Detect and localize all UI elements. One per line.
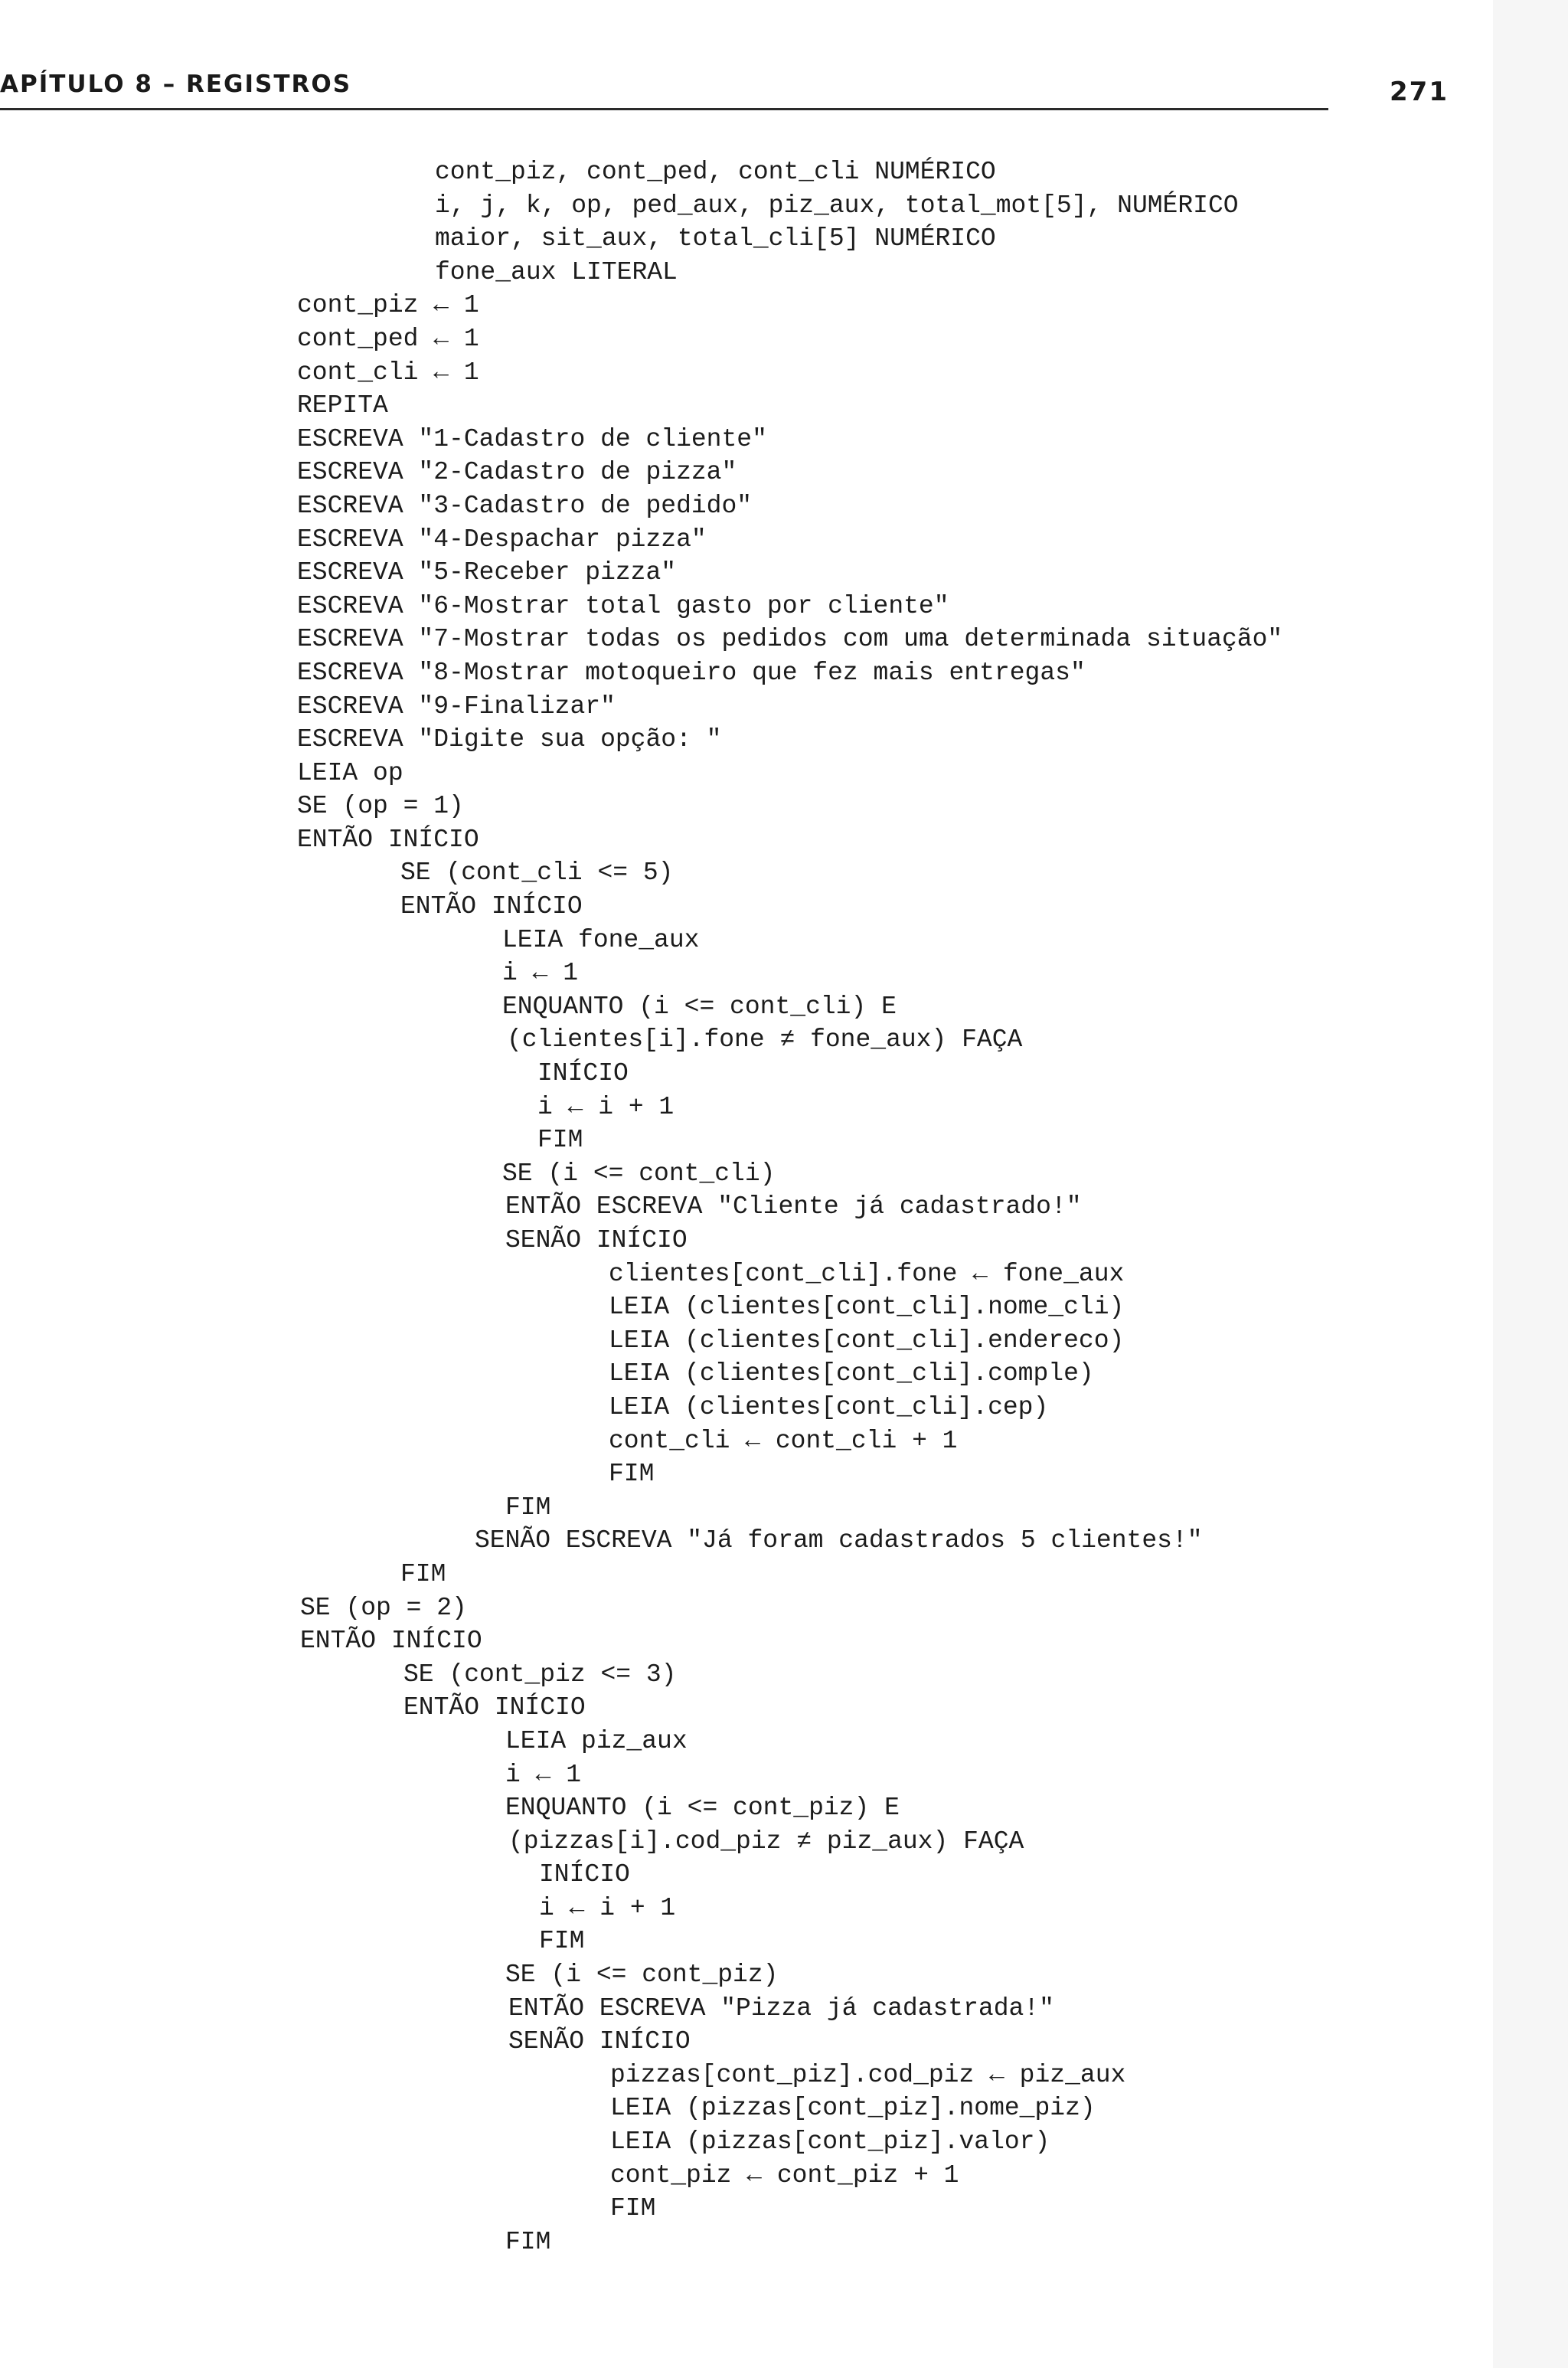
code-line: FIM — [505, 1493, 551, 1522]
code-line: fone_aux LITERAL — [435, 257, 678, 286]
code-line: ESCREVA "1-Cadastro de cliente" — [297, 424, 767, 453]
code-line: clientes[cont_cli].fone ← fone_aux — [609, 1259, 1125, 1288]
code-line: ESCREVA "Digite sua opção: " — [297, 725, 722, 754]
code-line: ENTÃO INÍCIO — [300, 1627, 482, 1656]
code-line: LEIA (clientes[cont_cli].comple) — [609, 1359, 1094, 1388]
code-line: ESCREVA "8-Mostrar motoqueiro que fez mais entregas" — [297, 658, 1086, 687]
code-line: ENTÃO INÍCIO — [297, 825, 479, 854]
pseudocode-listing — [0, 155, 1493, 2258]
code-line: cont_cli ← 1 — [297, 358, 479, 387]
running-head: APÍTULO 8 – REGISTROS — [0, 70, 352, 98]
code-line: FIM — [400, 1559, 446, 1588]
code-line: ENTÃO ESCREVA "Cliente já cadastrado!" — [505, 1192, 1082, 1222]
code-line: FIM — [539, 1927, 585, 1956]
code-line: cont_cli ← cont_cli + 1 — [609, 1426, 958, 1455]
code-line: ESCREVA "2-Cadastro de pizza" — [297, 458, 737, 487]
code-line: ESCREVA "9-Finalizar" — [297, 692, 616, 721]
code-line: ENQUANTO (i <= cont_piz) E — [505, 1794, 900, 1823]
code-line: LEIA fone_aux — [502, 925, 700, 954]
code-line: (clientes[i].fone ≠ fone_aux) FAÇA — [507, 1025, 1023, 1055]
header-rule — [0, 108, 1328, 110]
code-line: SE (cont_cli <= 5) — [400, 859, 674, 888]
code-line: FIM — [537, 1126, 583, 1155]
code-line: INÍCIO — [539, 1860, 630, 1889]
code-line: ENTÃO INÍCIO — [400, 892, 583, 921]
code-line: i ← i + 1 — [539, 1893, 676, 1922]
code-line: SE (op = 1) — [297, 792, 464, 821]
code-line: LEIA (pizzas[cont_piz].valor) — [610, 2128, 1050, 2157]
code-line: ESCREVA "3-Cadastro de pedido" — [297, 491, 753, 520]
code-line: ESCREVA "7-Mostrar todas os pedidos com uma determinada situação" — [297, 625, 1283, 654]
code-line: SENÃO INÍCIO — [508, 2027, 691, 2056]
code-line: ENTÃO ESCREVA "Pizza já cadastrada!" — [508, 1994, 1054, 2023]
code-line: SE (cont_piz <= 3) — [403, 1660, 677, 1689]
code-line: INÍCIO — [537, 1059, 629, 1088]
code-line: SENÃO INÍCIO — [505, 1226, 688, 1254]
code-line: maior, sit_aux, total_cli[5] NUMÉRICO — [435, 224, 996, 253]
code-line: ENQUANTO (i <= cont_cli) E — [502, 992, 897, 1021]
code-line: SENÃO ESCREVA "Já foram cadastrados 5 clientes!" — [475, 1526, 1203, 1555]
code-line: FIM — [609, 1460, 655, 1489]
code-line: i, j, k, op, ped_aux, piz_aux, total_mot[5], NUMÉRICO — [435, 191, 1239, 220]
code-line: FIM — [610, 2194, 656, 2223]
code-line: cont_piz ← cont_piz + 1 — [610, 2160, 959, 2190]
code-line: (pizzas[i].cod_piz ≠ piz_aux) FAÇA — [508, 1827, 1024, 1856]
code-line: ENTÃO INÍCIO — [403, 1693, 586, 1722]
page-number: 271 — [1390, 77, 1449, 107]
code-line: pizzas[cont_piz].cod_piz ← piz_aux — [610, 2060, 1126, 2089]
code-line: i ← i + 1 — [537, 1092, 675, 1121]
code-line: LEIA (clientes[cont_cli].endereco) — [609, 1326, 1125, 1355]
code-line: LEIA (clientes[cont_cli].nome_cli) — [609, 1293, 1125, 1322]
code-line: i ← 1 — [502, 959, 579, 988]
code-line: i ← 1 — [505, 1760, 582, 1789]
code-line: LEIA op — [297, 758, 403, 787]
code-line: SE (i <= cont_cli) — [502, 1159, 776, 1188]
code-line: FIM — [505, 2227, 551, 2256]
code-line: ESCREVA "5-Receber pizza" — [297, 558, 677, 587]
code-line: cont_piz ← 1 — [297, 291, 479, 320]
code-line: REPITA — [297, 391, 388, 420]
code-line: SE (op = 2) — [300, 1593, 467, 1622]
code-line: cont_piz, cont_ped, cont_cli NUMÉRICO — [435, 158, 996, 186]
code-line: ESCREVA "4-Despachar pizza" — [297, 525, 707, 554]
code-line: LEIA piz_aux — [505, 1726, 688, 1755]
code-line: cont_ped ← 1 — [297, 324, 479, 353]
code-line: ESCREVA "6-Mostrar total gasto por cliente" — [297, 591, 949, 620]
code-line: LEIA (clientes[cont_cli].cep) — [609, 1392, 1049, 1421]
code-line: SE (i <= cont_piz) — [505, 1961, 779, 1990]
code-line: LEIA (pizzas[cont_piz].nome_piz) — [610, 2094, 1096, 2123]
